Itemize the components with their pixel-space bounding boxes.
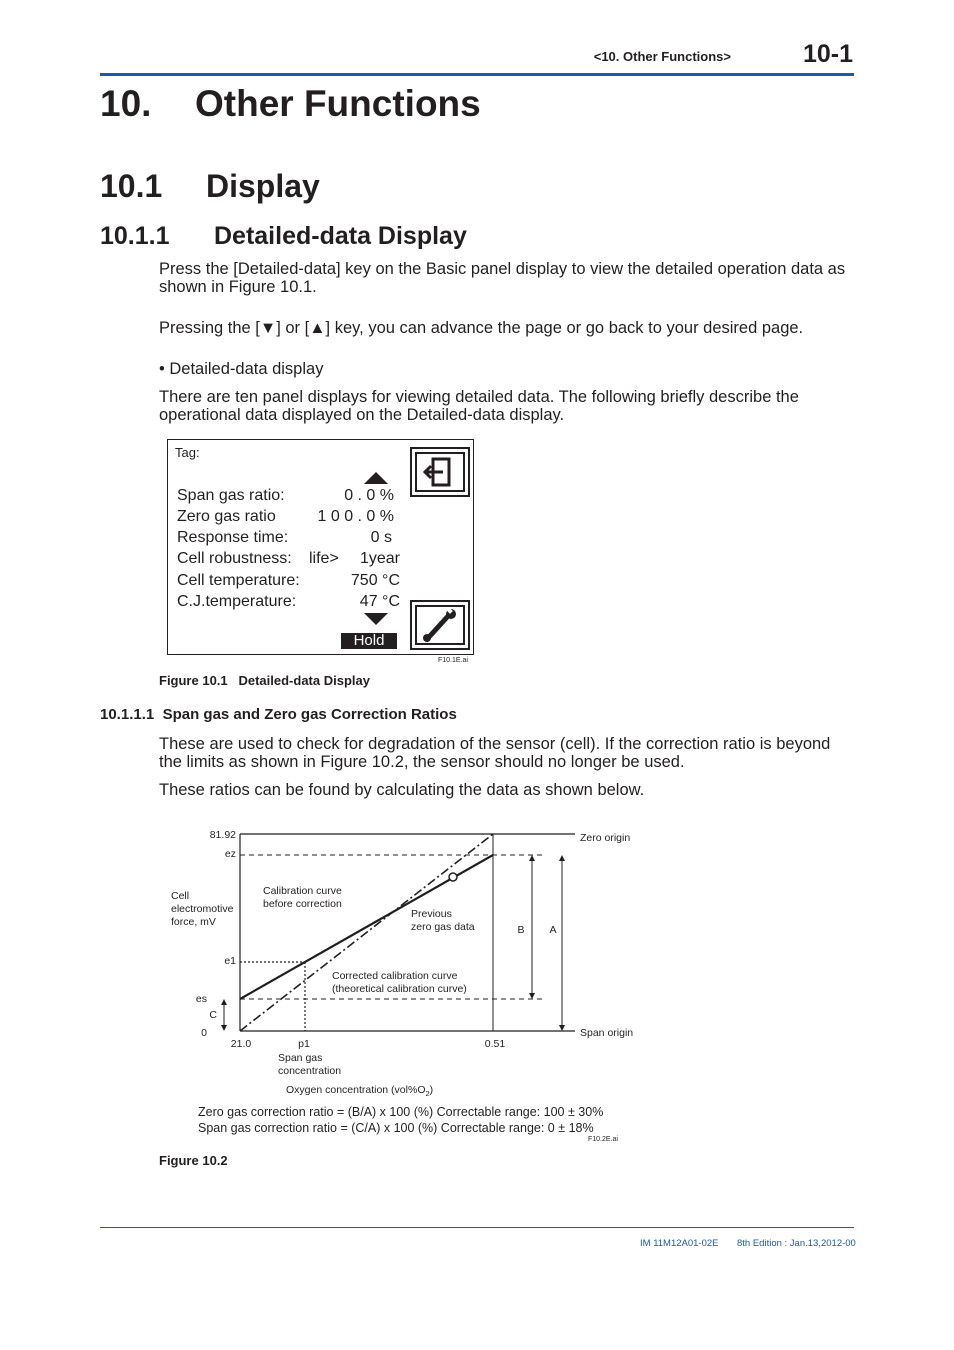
chapter-number: 10. [100,83,152,124]
hold-indicator: Hold [341,633,397,649]
panel-row-label: C.J.temperature: [177,593,297,610]
panel-row-label: Span gas ratio: [177,487,285,504]
intro-paragraph-3: There are ten panel displays for viewing detailed data. The following briefly describe the operational data displayed on the Detailed-data display. [159,388,799,424]
label-c: C [209,1009,217,1021]
panel-row-label: Response time: [177,529,289,546]
x-axis-title-text: Oxygen concentration (vol%O [286,1084,426,1096]
panel-row-value: 0 s [370,529,392,546]
figure-label: Figure 10.1 [159,673,228,688]
zero-gas-formula: Zero gas correction ratio = (B/A) x 100 (%) Correctable range: 100 ± 30% [198,1105,604,1119]
curve-before-label: before correction [263,898,342,910]
previous-label: zero gas data [411,921,475,933]
panel-row-value: 750 °C [350,572,400,589]
corrected-curve-label: (theoretical calibration curve) [332,983,467,995]
x-label-p1: p1 [298,1038,310,1050]
page-number: 10-1 [802,40,853,68]
figure-title: Detailed-data Display [238,673,370,688]
y-label-es: es [195,993,207,1005]
section-title: Display [206,168,320,204]
panel-row-value: 1 0 0 . 0 % [317,508,394,525]
edition-info: 8th Edition : Jan.13,2012-00 [737,1238,856,1249]
y-label-top: 81.92 [209,829,236,841]
figure-file-id: F10.1E.ai [438,657,468,664]
chapter-title: Other Functions [195,83,481,124]
x-label-right: 0.51 [484,1038,506,1050]
y-axis-title-line: force, mV [171,916,216,928]
corrected-curve-label: Corrected calibration curve [332,970,458,982]
span-gas-formula: Span gas correction ratio = (C/A) x 100 (%) Correctable range: 0 ± 18% [198,1121,594,1135]
x-axis-title-sub: 2 [425,1089,430,1098]
label-b: B [517,924,525,936]
label-a: A [549,924,557,936]
y-axis-title-line: Cell [171,890,190,902]
curve-before-label: Calibration curve [263,885,342,897]
panel-tag-label: Tag: [175,445,200,460]
y-axis-title-line: electromotive [171,903,234,915]
y-label-zero: 0 [201,1027,207,1039]
footer-rule [100,1227,854,1228]
panel-row-mid: life> [309,550,339,567]
document-number: IM 11M12A01-02E [640,1238,719,1249]
figure-2-label: Figure 10.2 [159,1153,228,1168]
panel-row-label: Zero gas ratio [177,508,276,525]
running-header-section: <10. Other Functions> [593,49,731,64]
span-origin-label: Span origin [580,1027,634,1039]
x-axis-title [286,1084,433,1098]
x-label-left: 21.0 [230,1038,252,1050]
ratios-paragraph-1: These are used to check for degradation of the sensor (cell). If the correction ratio is beyond the limits as shown in Figure 10.2, the sensor should no longer be used. [159,735,831,771]
y-label-e1: e1 [224,955,236,967]
subsubsection-title: Span gas and Zero gas Correction Ratios [162,706,457,723]
figure-file-id: F10.2E.ai [588,1136,618,1143]
y-label-ez: ez [224,848,236,860]
ratios-paragraph-2: These ratios can be found by calculating the data as shown below. [159,781,645,799]
subsection-number: 10.1.1 [100,222,170,250]
bullet-item: • Detailed-data display [159,360,324,378]
panel-row-value: 1year [359,550,400,567]
panel-row-label: Cell temperature: [177,572,300,589]
x-note-line: concentration [278,1065,342,1077]
subsubsection-number: 10.1.1.1 [100,706,155,723]
section-number: 10.1 [100,168,163,204]
intro-paragraph-1: Press the [Detailed-data] key on the Basic panel display to view the detailed operation data as shown in Figure 10.1. [159,260,846,296]
panel-row-value: 47 °C [359,593,400,610]
previous-label: Previous [411,908,452,920]
intro-paragraph-2: Pressing the [▼] or [▲] key, you can advance the page or go back to your desired page. [159,319,804,337]
x-note-line: Span gas [278,1052,323,1064]
panel-row-value: 0 . 0 % [344,487,394,504]
x-axis-title-end: ) [429,1084,434,1096]
subsection-title: Detailed-data Display [214,222,467,250]
panel-row-label: Cell robustness: [177,550,292,567]
zero-origin-label: Zero origin [580,832,631,844]
